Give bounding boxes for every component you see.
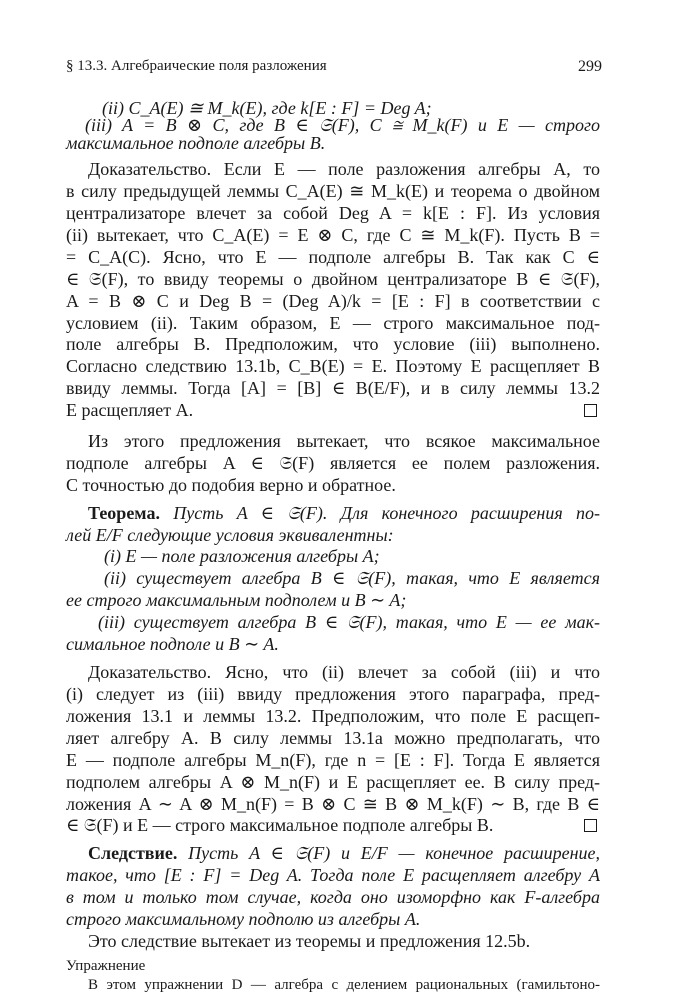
theorem-condition-ii-line2: ее строго максимальным подполем и B ∼ A; [66, 590, 407, 610]
proof1-line-5: = C_A(C). Ясно, что E — подполе алгебры B. Так как C ∈ [66, 247, 600, 267]
corollary-line-1 [88, 842, 600, 864]
proof1-line-7: A = B ⊗ C и Deg B = (Deg A)/k = [E : F] в соответствии с [66, 291, 600, 311]
theorem-condition-ii-line1: (ii) существует алгебра B ∈ 𝔖(F), такая, что E является [104, 568, 600, 588]
theorem-condition-iii-line1: (iii) существует алгебра B ∈ 𝔖(F), такая, что E — ее мак- [98, 612, 600, 632]
proof1-line-1: Доказательство. Если E — поле разложения алгебры A, то [88, 159, 600, 179]
remark-line-3: С точностью до подобия верно и обратное. [66, 475, 396, 495]
proof1-line-11: ввиду леммы. Тогда [A] = [B] ∈ B(E/F), и в силу леммы 13.2 [66, 378, 600, 398]
theorem-condition-iii-line2: симальное подполе и B ∼ A. [66, 634, 279, 654]
proof1-line-9: поле алгебры B. Предположим, что условие (iii) выполнено. [66, 334, 600, 354]
proof1-line-3: централизаторе влечет за собой Deg A = k[E : F]. Из условия [66, 203, 600, 223]
running-header [66, 58, 602, 80]
proof1-line-10: Согласно следствию 13.1b, C_B(E) = E. Поэтому E расщепляет B [66, 356, 600, 376]
proof2-line-3: ложения 13.1 и леммы 13.2. Предположим, что поле E расщеп- [66, 706, 600, 726]
proof2-line-8: ∈ 𝔖(F) и E — строго максимальное подполе алгебры B. [66, 815, 494, 835]
theorem-line-2: лей E/F следующие условия эквивалентны: [66, 525, 394, 545]
theorem-condition-i: (i) E — поле разложения алгебры A; [104, 546, 380, 566]
proof1-line-8: условием (ii). Таким образом, E — строго максимальное под- [66, 313, 600, 333]
corollary-line-2: такое, что [E : F] = Deg A. Тогда поле E расщепляет алгебру A [66, 865, 600, 885]
condition-ii: (ii) C_A(E) ≅ M_k(E), где k[E : F] = Deg A; [102, 98, 432, 118]
theorem-statement: Пусть A ∈ 𝔖(F). Для конечного расширения по- [173, 503, 601, 523]
proof1-line-12: E расщепляет A. [66, 400, 194, 420]
theorem-label: Теорема. [88, 503, 160, 523]
qed-mark [584, 819, 597, 832]
corollary-line-4: строго максимальному подполю из алгебры A. [66, 909, 421, 929]
page-number: 299 [578, 58, 602, 75]
proof1-line-2: в силу предыдущей леммы C_A(E) ≅ M_k(E) и теорема о двойном [66, 181, 600, 201]
condition-iii-line2: максимальное подполе алгебры B. [66, 133, 326, 153]
theorem-line-1 [88, 502, 600, 524]
proof2-line-5: E — подполе алгебры M_n(F), где n = [E : F]. Тогда E является [66, 750, 600, 770]
exercise-line-1: В этом упражнении D — алгебра с делением рациональных (гамильтоно- [88, 977, 600, 993]
remark-line-1: Из этого предложения вытекает, что всякое максимальное [88, 431, 600, 451]
remark-line-2: подполе алгебры A ∈ 𝔖(F) является ее полем разложения. [66, 453, 600, 473]
condition-iii-line1: (iii) A = B ⊗ C, где B ∈ 𝔖(F), C ≅ M_k(F) и E — строго [85, 115, 600, 135]
proof2-line-2: (i) следует из (iii) ввиду предложения этого параграфа, пред- [66, 684, 600, 704]
header-title: § 13.3. Алгебраические поля разложения [66, 58, 327, 74]
proof2-line-6: подполем алгебры A ⊗ M_n(F) и E расщепляет ее. В силу пред- [66, 772, 600, 792]
proof2-line-7: ложения A ∼ A ⊗ M_n(F) = B ⊗ C ≅ B ⊗ M_k(F) ∼ B, где B ∈ [66, 794, 600, 814]
proof1-line-4: (ii) вытекает, что C_A(E) = E ⊗ C, где C ≅ M_k(F). Пусть B = [66, 225, 600, 245]
corollary-statement: Пусть A ∈ 𝔖(F) и E/F — конечное расширение, [188, 843, 601, 863]
proof1-line-6: ∈ 𝔖(F), то ввиду теоремы о двойном централизаторе B ∈ 𝔖(F), [66, 269, 600, 289]
corollary-label: Следствие. [88, 843, 178, 863]
qed-mark [584, 404, 597, 417]
proof2-line-1: Доказательство. Ясно, что (ii) влечет за собой (iii) и что [88, 662, 600, 682]
exercise-heading: Упражнение [66, 958, 146, 974]
proof2-line-4: ляет алгебру A. В силу леммы 13.1a можно предполагать, что [66, 728, 600, 748]
corollary-line-3: в том и только том случае, когда оно изоморфно как F-алгебра [66, 887, 600, 907]
corollary-after: Это следствие вытекает из теоремы и предложения 12.5b. [88, 931, 531, 951]
